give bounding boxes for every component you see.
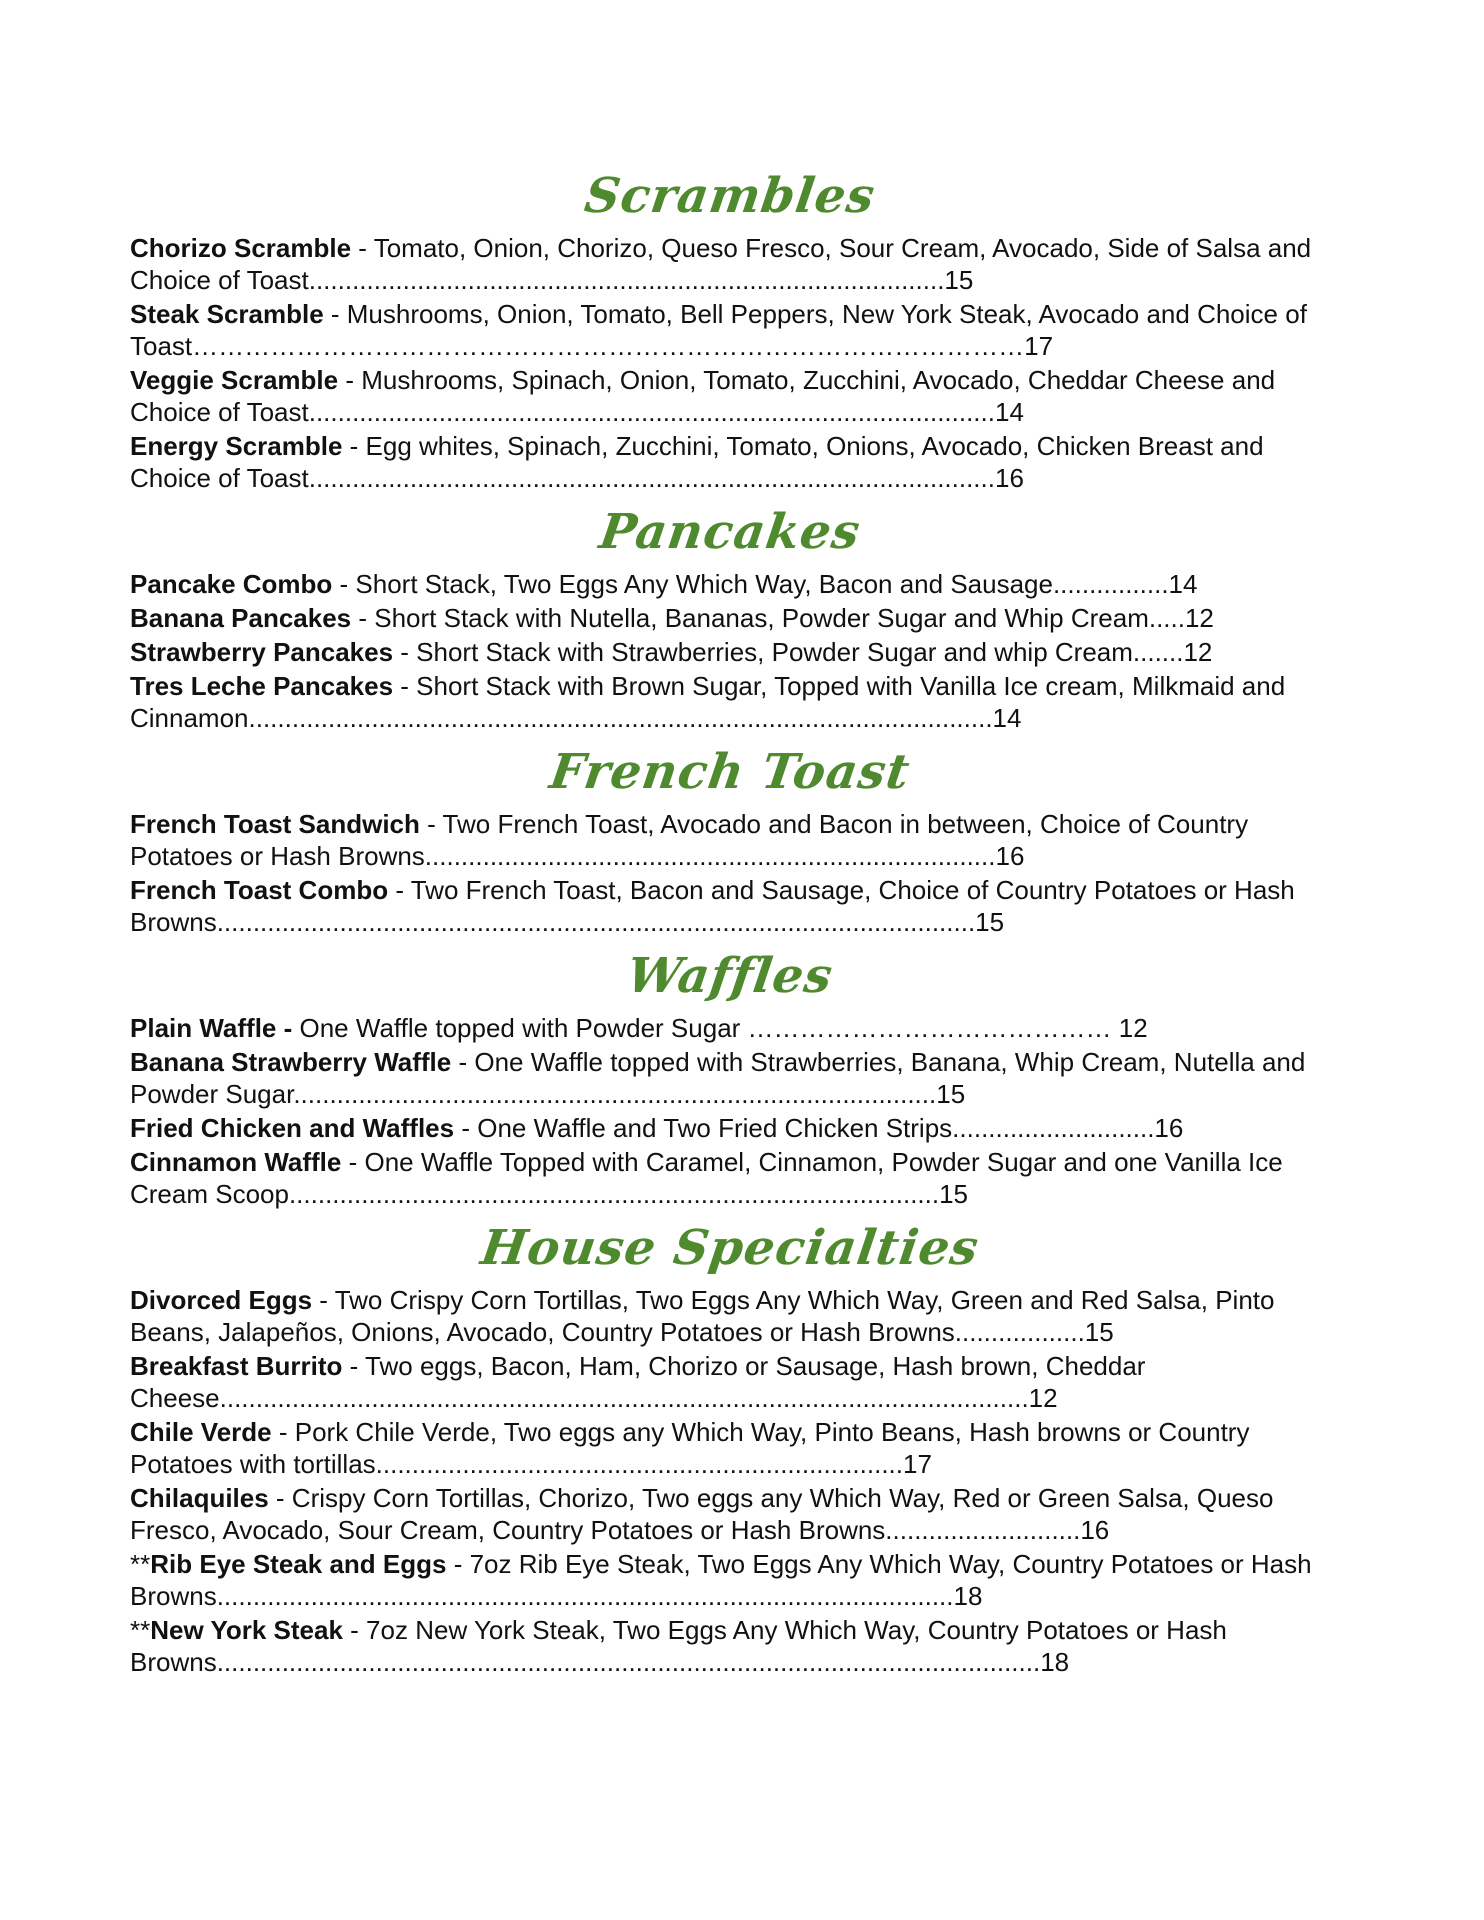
item-name: Chilaquiles — [130, 1483, 269, 1513]
section-house-specialties — [130, 1220, 1330, 1678]
menu-item — [130, 636, 1330, 668]
section-title: House Specialties — [477, 1220, 983, 1276]
menu-item — [130, 1548, 1330, 1612]
menu-item — [130, 1350, 1330, 1414]
item-name: Fried Chicken and Waffles — [130, 1113, 455, 1143]
menu-item — [130, 1146, 1330, 1210]
menu-item — [130, 568, 1330, 600]
item-name: Plain Waffle - — [130, 1013, 300, 1043]
item-description: - One Waffle Topped with Caramel, Cinnamon, Powder Sugar and one Vanilla Ice Cream Scoop..........................................................................................15 — [130, 1147, 1283, 1209]
item-description: - 7oz Rib Eye Steak, Two Eggs Any Which Way, Country Potatoes or Hash Browns......................................................................................................18 — [130, 1549, 1312, 1611]
section-title: Pancakes — [596, 504, 864, 560]
item-description: - Two French Toast, Avocado and Bacon in between, Choice of Country Potatoes or Hash Browns...............................................................................16 — [130, 809, 1249, 871]
menu-item — [130, 874, 1330, 938]
menu-item — [130, 670, 1330, 734]
section-french-toast — [130, 744, 1330, 938]
item-name: Pancake Combo — [130, 569, 333, 599]
item-name: Cinnamon Waffle — [130, 1147, 342, 1177]
section-waffles — [130, 948, 1330, 1210]
item-description: - Mushrooms, Spinach, Onion, Tomato, Zucchini, Avocado, Cheddar Cheese and Choice of Toast...............................................................................................14 — [130, 365, 1276, 427]
item-description: - Mushrooms, Onion, Tomato, Bell Peppers, New York Steak, Avocado and Choice of Toast……………………………………………………………………………………17 — [130, 299, 1307, 361]
menu-page — [130, 168, 1330, 1688]
item-name: Chile Verde — [130, 1417, 272, 1447]
menu-item — [130, 602, 1330, 634]
item-description: - Short Stack with Nutella, Bananas, Powder Sugar and Whip Cream.....12 — [351, 603, 1214, 633]
item-name: Rib Eye Steak and Eggs — [150, 1549, 447, 1579]
item-name: Chorizo Scramble — [130, 233, 352, 263]
item-prefix: ** — [130, 1549, 151, 1579]
item-prefix: ** — [130, 1615, 151, 1645]
section-scrambles — [130, 168, 1330, 494]
section-title: Waffles — [623, 948, 837, 1004]
menu-item — [130, 1482, 1330, 1546]
menu-item — [130, 430, 1330, 494]
item-description: One Waffle topped with Powder Sugar …………………………………… 12 — [299, 1013, 1148, 1043]
item-name: Divorced Eggs — [130, 1285, 313, 1315]
item-description: - Two eggs, Bacon, Ham, Chorizo or Sausage, Hash brown, Cheddar Cheese................................................................................................................12 — [130, 1351, 1146, 1413]
item-description: - 7oz New York Steak, Two Eggs Any Which Way, Country Potatoes or Hash Browns..................................................................................................................18 — [130, 1615, 1227, 1677]
item-name: Energy Scramble — [130, 431, 343, 461]
item-description: - Crispy Corn Tortillas, Chorizo, Two eggs any Which Way, Red or Green Salsa, Queso Fresco, Avocado, Sour Cream, Country Potatoes or Hash Browns...........................16 — [130, 1483, 1274, 1545]
menu-item — [130, 1284, 1330, 1348]
item-name: Tres Leche Pancakes — [130, 671, 394, 701]
section-pancakes — [130, 504, 1330, 734]
item-description: - Two French Toast, Bacon and Sausage, Choice of Country Potatoes or Hash Browns.........................................................................................................15 — [130, 875, 1295, 937]
item-description: - Egg whites, Spinach, Zucchini, Tomato, Onions, Avocado, Chicken Breast and Choice of Toast...............................................................................................16 — [130, 431, 1264, 493]
item-name: Banana Strawberry Waffle — [130, 1047, 452, 1077]
item-description: - Tomato, Onion, Chorizo, Queso Fresco, Sour Cream, Avocado, Side of Salsa and Choice of Toast........................................................................................15 — [130, 233, 1312, 295]
item-description: - One Waffle and Two Fried Chicken Strips............................16 — [454, 1113, 1184, 1143]
menu-item — [130, 1012, 1330, 1044]
item-description: - Short Stack with Brown Sugar, Topped with Vanilla Ice cream, Milkmaid and Cinnamon.......................................................................................................14 — [130, 671, 1286, 733]
item-name: Breakfast Burrito — [130, 1351, 343, 1381]
section-title: French Toast — [546, 744, 914, 800]
menu-item — [130, 1112, 1330, 1144]
item-description: - Pork Chile Verde, Two eggs any Which Way, Pinto Beans, Hash browns or Country Potatoes with tortillas.........................................................................17 — [130, 1417, 1250, 1479]
item-name: French Toast Combo — [130, 875, 389, 905]
item-name: Steak Scramble — [130, 299, 324, 329]
menu-item — [130, 232, 1330, 296]
section-title: Scrambles — [581, 168, 879, 224]
item-name: New York Steak — [150, 1615, 343, 1645]
item-name: Veggie Scramble — [130, 365, 339, 395]
menu-item — [130, 1046, 1330, 1110]
item-name: Strawberry Pancakes — [130, 637, 394, 667]
menu-item — [130, 1416, 1330, 1480]
item-name: French Toast Sandwich — [130, 809, 420, 839]
menu-item — [130, 298, 1330, 362]
menu-item — [130, 364, 1330, 428]
item-description: - One Waffle topped with Strawberries, Banana, Whip Cream, Nutella and Powder Sugar.........................................................................................15 — [130, 1047, 1306, 1109]
item-name: Banana Pancakes — [130, 603, 352, 633]
item-description: - Short Stack, Two Eggs Any Which Way, Bacon and Sausage................14 — [332, 569, 1198, 599]
menu-item — [130, 808, 1330, 872]
item-description: - Short Stack with Strawberries, Powder Sugar and whip Cream.......12 — [393, 637, 1213, 667]
item-description: - Two Crispy Corn Tortillas, Two Eggs Any Which Way, Green and Red Salsa, Pinto Beans, Jalapeños, Onions, Avocado, Country Potatoes or Hash Browns..................15 — [130, 1285, 1275, 1347]
menu-item — [130, 1614, 1330, 1678]
